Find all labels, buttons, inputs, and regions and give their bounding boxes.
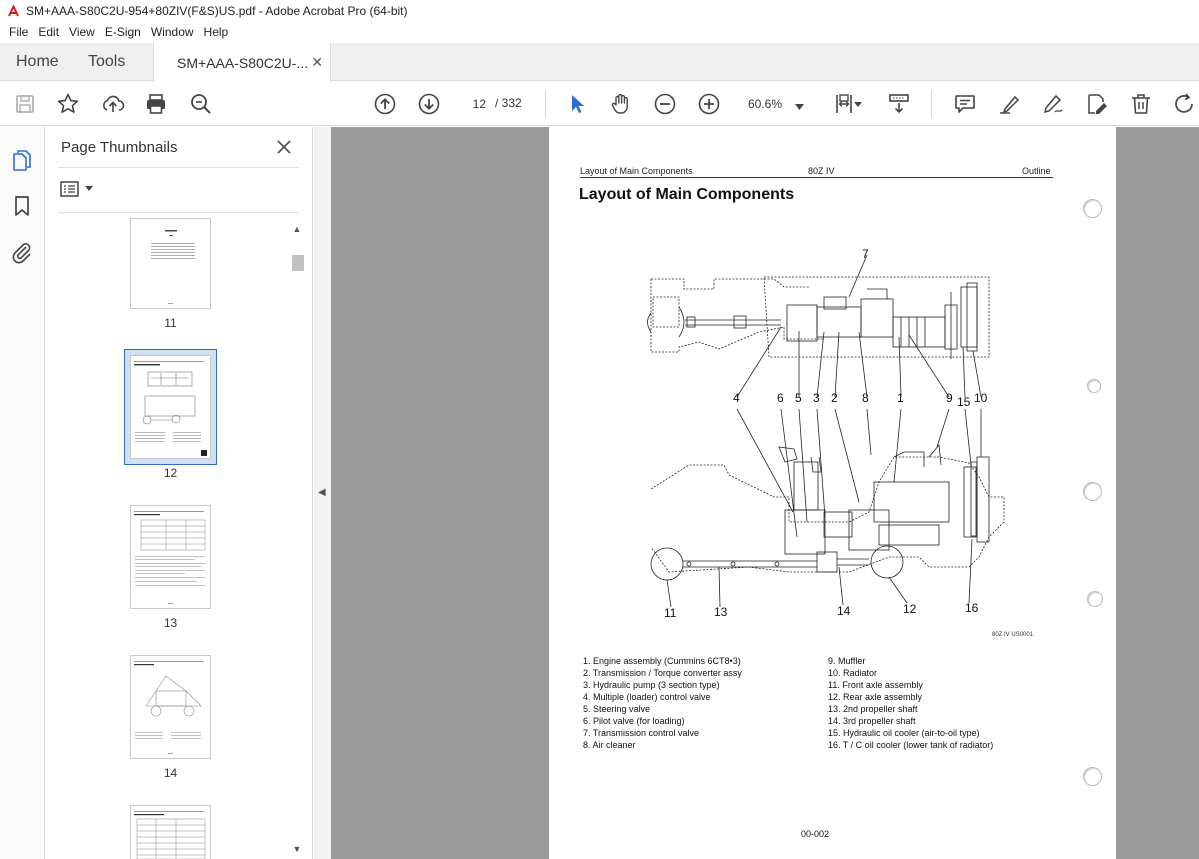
scroll-mode-icon[interactable]	[886, 91, 912, 117]
attachments-paperclip-icon[interactable]	[9, 239, 35, 265]
delete-trash-icon[interactable]	[1128, 91, 1154, 117]
tab-document-label: SM+AAA-S80C2U-...	[177, 54, 309, 71]
menu-file[interactable]: File	[9, 25, 29, 39]
thumbnail-label: 11	[164, 316, 177, 330]
tab-document[interactable]	[153, 43, 331, 82]
binder-hole	[1083, 199, 1102, 218]
menu-window[interactable]: Window	[150, 25, 194, 39]
thumbnail-label: 13	[163, 616, 178, 630]
callout-1: 1	[897, 391, 904, 405]
thumbnail-label: 12	[163, 466, 178, 480]
callout-11: 11	[664, 606, 677, 620]
document-viewer[interactable]	[331, 127, 1199, 859]
save-icon[interactable]	[12, 91, 38, 117]
callout-10: 10	[974, 391, 988, 405]
page-header-model: 80Z IV	[808, 166, 835, 176]
tab-tools[interactable]: Tools	[88, 53, 126, 70]
hand-tool-icon[interactable]	[608, 91, 634, 117]
legend-item: 8. Air cleaner	[583, 740, 636, 750]
main-toolbar	[0, 82, 1199, 126]
legend-right	[828, 655, 993, 751]
menu-bar	[0, 22, 1199, 42]
title-bar	[0, 0, 1199, 22]
comment-icon[interactable]	[952, 91, 978, 117]
thumbnail-page-12[interactable]	[130, 355, 211, 459]
callout-13: 13	[714, 605, 728, 619]
toolbar-divider	[545, 90, 546, 118]
callout-8: 8	[862, 391, 869, 405]
page-footer-code: 00-002	[801, 829, 830, 839]
acrobat-logo-icon	[6, 4, 20, 18]
bookmarks-icon[interactable]	[9, 193, 35, 219]
previous-page-icon[interactable]	[372, 91, 398, 117]
left-nav-rail	[0, 127, 45, 859]
panel-divider	[59, 212, 299, 213]
legend-item: 15. Hydraulic oil cooler (air-to-oil type)	[828, 728, 980, 738]
menu-help[interactable]: Help	[203, 25, 229, 39]
thumbnail-scroll-thumb[interactable]	[292, 255, 304, 271]
thumbnail-page-14[interactable]	[130, 655, 211, 759]
legend-item: 9. Muffler	[828, 656, 866, 666]
binder-hole	[1083, 767, 1102, 786]
zoom-in-icon[interactable]	[696, 91, 722, 117]
panel-title: Page Thumbnails	[61, 139, 178, 156]
callout-4: 4	[733, 391, 740, 405]
menu-edit[interactable]: Edit	[38, 25, 60, 39]
callout-5: 5	[795, 391, 802, 405]
callout-12: 12	[903, 602, 917, 616]
legend-item: 14. 3rd propeller shaft	[828, 716, 916, 726]
menu-esign[interactable]: E-Sign	[104, 25, 141, 39]
page-total: / 332	[495, 96, 522, 110]
callout-2: 2	[831, 391, 838, 405]
close-tab-icon[interactable]: ✕	[311, 54, 323, 70]
scroll-up-icon[interactable]: ▲	[292, 224, 302, 234]
callout-6: 6	[777, 391, 784, 405]
menu-view[interactable]: View	[69, 25, 95, 39]
binder-hole	[1087, 591, 1103, 607]
collapse-left-icon: ◀	[318, 487, 326, 498]
page-header-right: Outline	[1022, 166, 1051, 176]
rotate-icon[interactable]	[1171, 91, 1197, 117]
tab-home[interactable]: Home	[16, 53, 59, 70]
page-header-left: Layout of Main Components	[580, 166, 693, 176]
toolbar-divider	[931, 90, 932, 118]
select-cursor-icon[interactable]	[564, 91, 590, 117]
edit-pdf-icon[interactable]	[1084, 91, 1110, 117]
binder-hole	[1083, 482, 1102, 501]
legend-item: 13. 2nd propeller shaft	[828, 704, 918, 714]
legend-item: 3. Hydraulic pump (3 section type)	[583, 680, 720, 690]
legend-item: 11. Front axle assembly	[828, 680, 923, 690]
page-title: Layout of Main Components	[579, 186, 795, 203]
chevron-down-icon	[795, 99, 804, 113]
thumbnail-page-15[interactable]	[130, 805, 211, 859]
legend-item: 4. Multiple (loader) control valve	[583, 692, 711, 702]
bookmark-star-icon[interactable]	[55, 91, 81, 117]
callout-9: 9	[946, 391, 953, 405]
zoom-level-value: 60.6%	[748, 97, 783, 111]
legend-item: 16. T / C oil cooler (lower tank of radiator)	[828, 740, 994, 750]
chevron-down-icon	[85, 186, 95, 192]
thumbnail-scrollbar[interactable]	[290, 221, 304, 857]
print-icon[interactable]	[143, 91, 169, 117]
legend-item: 10. Radiator	[828, 668, 878, 678]
window-title: SM+AAA-S80C2U-954+80ZIV(F&S)US.pdf - Adobe Acrobat Pro (64-bit)	[26, 4, 408, 18]
callout-3: 3	[813, 391, 820, 405]
callout-7: 7	[862, 247, 869, 261]
callout-14: 14	[837, 604, 851, 618]
zoom-level-dropdown[interactable]	[742, 91, 810, 117]
page-thumbnails-icon[interactable]	[9, 147, 35, 173]
page-thumbnails-panel	[46, 127, 313, 859]
legend-item: 2. Transmission / Torque converter assy	[583, 668, 742, 678]
zoom-search-icon[interactable]	[188, 91, 214, 117]
binder-hole	[1087, 379, 1101, 393]
figure-code: 80Z IV US0001	[992, 632, 1034, 638]
legend-left	[583, 655, 742, 751]
scroll-down-icon[interactable]: ▼	[292, 844, 302, 854]
upload-cloud-icon[interactable]	[100, 91, 126, 117]
next-page-icon[interactable]	[416, 91, 442, 117]
legend-item: 12. Rear axle assembly	[828, 692, 923, 702]
page-fit-dropdown-icon[interactable]	[852, 91, 864, 117]
panel-collapse-handle[interactable]	[314, 127, 331, 859]
thumbnail-page-11[interactable]	[130, 218, 211, 309]
thumbnail-options-menu[interactable]	[60, 179, 100, 199]
thumbnail-page-13[interactable]	[130, 505, 211, 609]
legend-item: 1. Engine assembly (Cummins 6CT8•3)	[583, 656, 741, 666]
highlight-pen-icon[interactable]	[996, 91, 1022, 117]
sign-pen-icon[interactable]	[1040, 91, 1066, 117]
thumbnail-list	[46, 215, 286, 859]
zoom-out-icon[interactable]	[652, 91, 678, 117]
tab-bar	[0, 43, 1199, 81]
close-panel-icon[interactable]	[274, 137, 294, 157]
legend-item: 7. Transmission control valve	[583, 728, 700, 738]
thumbnail-label: 14	[163, 766, 178, 780]
panel-divider	[59, 167, 299, 168]
legend-item: 6. Pilot valve (for loading)	[583, 716, 685, 726]
callout-16: 16	[965, 601, 979, 615]
callout-15: 15	[957, 395, 971, 409]
page-number-input[interactable]: 12	[461, 91, 490, 117]
legend-item: 5. Steering valve	[583, 704, 651, 714]
pdf-page	[549, 127, 1116, 859]
